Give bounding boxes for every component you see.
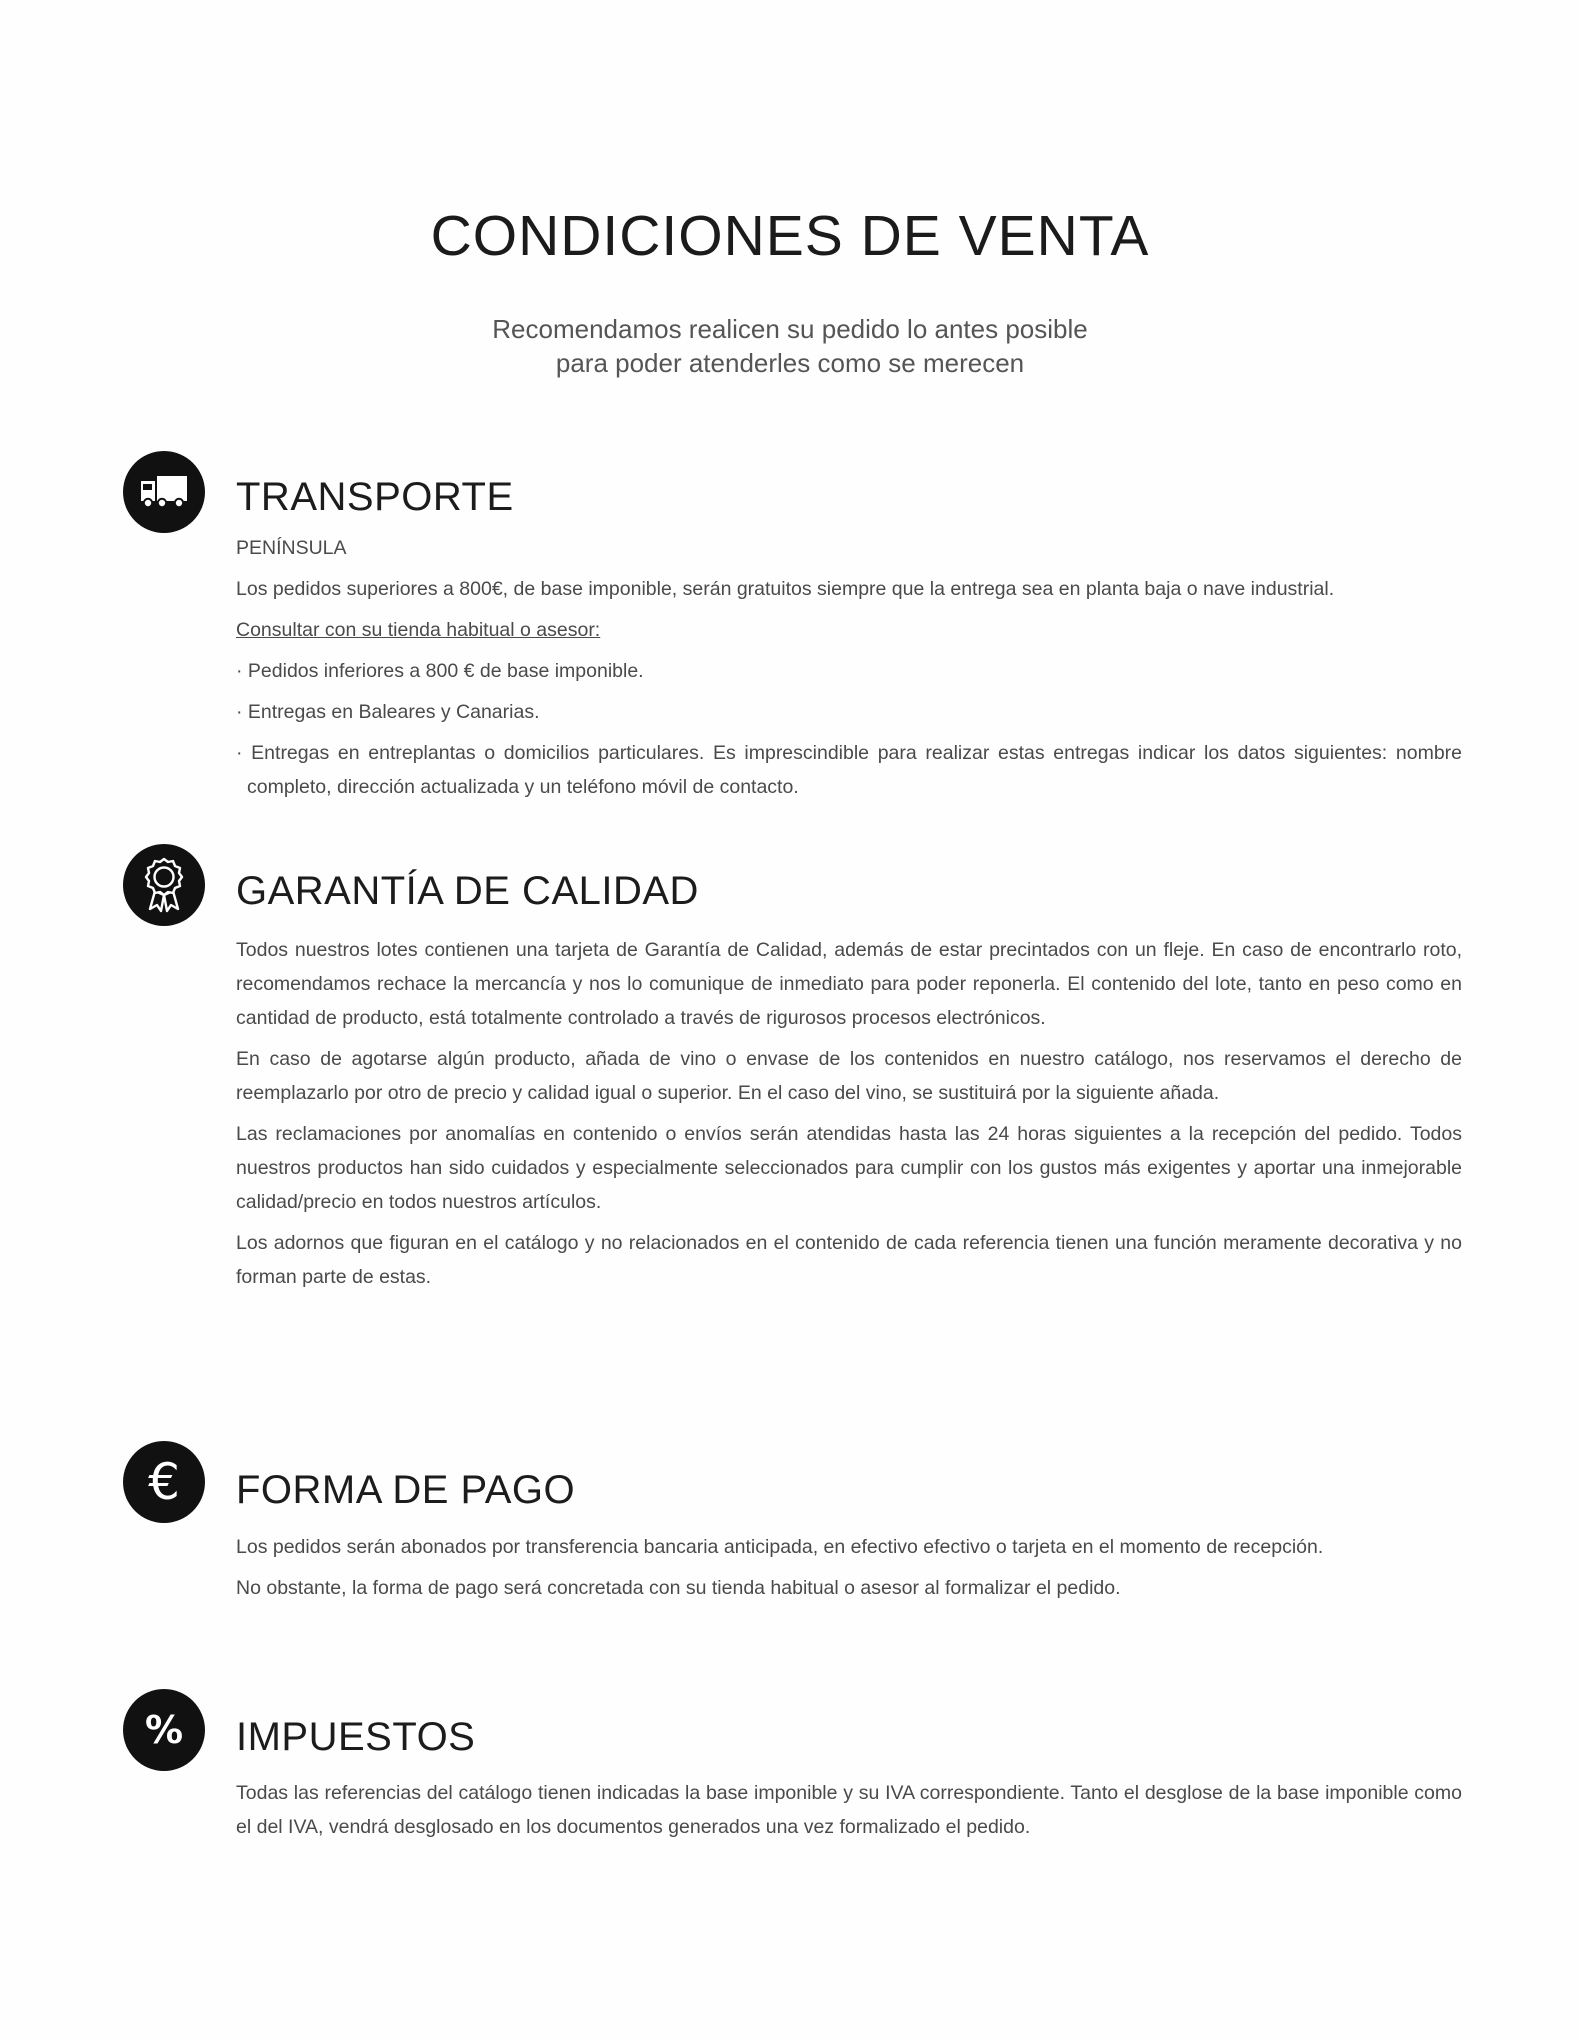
subtitle-line: para poder atenderles como se merecen <box>555 348 1025 378</box>
section-body <box>236 531 1462 811</box>
list-item: · Pedidos inferiores a 800 € de base imponible. <box>236 660 644 682</box>
paragraph: Las reclamaciones por anomalías en contenido o envíos serán atendidas hasta las 24 horas siguientes a la recepción del pedido. Todos nuestros productos han sido cuidados y especialmente seleccionados para cumplir con los gustos más exigentes y aportar una inmejorable calidad/precio en todos nuestros artículos. <box>236 1123 1462 1213</box>
truck-icon <box>123 451 205 533</box>
paragraph: Los adornos que figuran en el catálogo y no relacionados en el contenido de cada referencia tienen una función meramente decorativa y no forman parte de estas. <box>236 1232 1462 1288</box>
list-item: · Entregas en entreplantas o domicilios particulares. Es imprescindible para realizar estas entregas indicar los datos siguientes: nombre completo, dirección actualizada y un teléfono móvil de contacto. <box>236 742 1462 798</box>
section-body <box>236 933 1462 1301</box>
section-title: FORMA DE PAGO <box>236 1468 576 1512</box>
page-title: CONDICIONES DE VENTA <box>430 204 1150 268</box>
euro-icon <box>123 1441 205 1523</box>
free-shipping-text: Los pedidos superiores a 800€, de base imponible, serán gratuitos siempre que la entrega sea en planta baja o nave industrial. <box>236 578 1335 600</box>
percent-glyph: % <box>144 1708 184 1752</box>
consult-label: Consultar con su tienda habitual o asesor: <box>236 619 601 641</box>
paragraph: Todas las referencias del catálogo tienen indicadas la base imponible y su IVA correspondiente. Tanto el desglose de la base imponible como el del IVA, vendrá desglosado en los documentos generados una vez formalizado el pedido. <box>236 1782 1462 1838</box>
euro-glyph: € <box>148 1453 180 1511</box>
paragraph: En caso de agotarse algún producto, añada de vino o envase de los contenidos en nuestro catálogo, nos reservamos el derecho de reemplazarlo por otro de precio y calidad igual o superior. En el caso del vino, se sustituirá por la siguiente añada. <box>236 1048 1462 1104</box>
subheading-peninsula: PENÍNSULA <box>236 537 347 559</box>
paragraph: No obstante, la forma de pago será concretada con su tienda habitual o asesor al formalizar el pedido. <box>236 1577 1121 1599</box>
page-subtitle <box>0 312 1580 380</box>
percent-icon <box>123 1689 205 1771</box>
section-title: IMPUESTOS <box>236 1715 476 1759</box>
section-body <box>236 1776 1462 1851</box>
section-title: GARANTÍA DE CALIDAD <box>236 869 699 913</box>
section-body <box>236 1530 1462 1612</box>
subtitle-line: Recomendamos realicen su pedido lo antes posible <box>492 314 1088 344</box>
paragraph: Todos nuestros lotes contienen una tarjeta de Garantía de Calidad, además de estar precintados con un fleje. En caso de encontrarlo roto, recomendamos rechace la mercancía y nos lo comunique de inmediato para poder reponerla. El contenido del lote, tanto en peso como en cantidad de producto, está totalmente controlado a través de rigurosos procesos electrónicos. <box>236 939 1462 1029</box>
list-item: · Entregas en Baleares y Canarias. <box>236 701 540 723</box>
paragraph: Los pedidos serán abonados por transferencia bancaria anticipada, en efectivo efectivo o tarjeta en el momento de recepción. <box>236 1536 1324 1558</box>
award-ribbon-icon <box>123 844 205 926</box>
section-title: TRANSPORTE <box>236 475 514 519</box>
